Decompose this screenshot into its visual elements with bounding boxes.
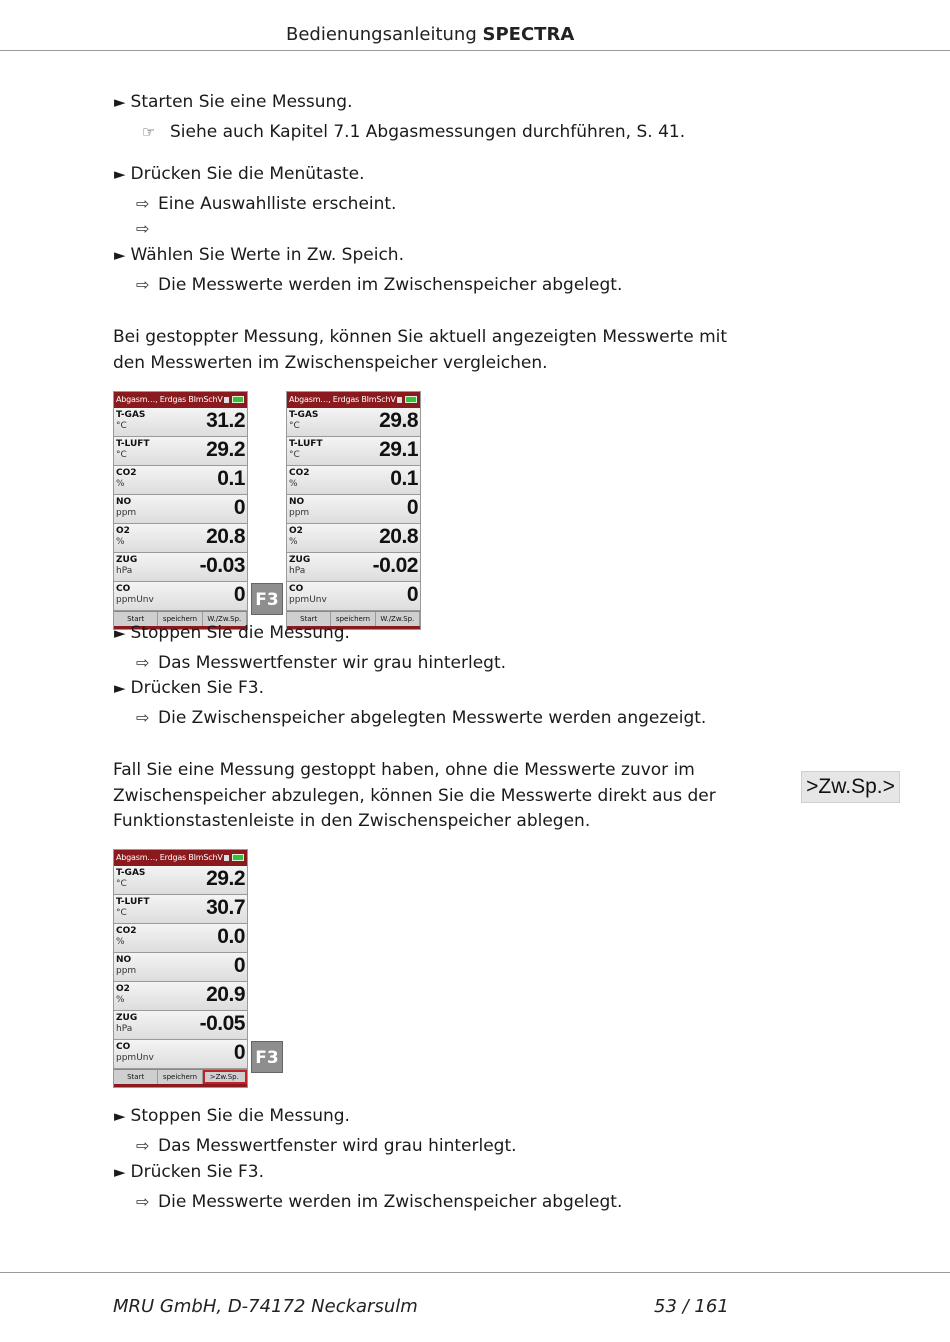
screen-header bbox=[114, 850, 247, 866]
measurement-row bbox=[114, 895, 247, 924]
header-title-prefix: Bedienungsanleitung bbox=[286, 24, 477, 45]
measurement-value: 20.8 bbox=[206, 525, 245, 548]
result-line bbox=[136, 275, 622, 295]
measurement-value: 20.8 bbox=[379, 525, 418, 548]
screen-bottom-bar bbox=[114, 1084, 247, 1087]
result-line bbox=[136, 1192, 622, 1212]
header-title bbox=[286, 24, 574, 45]
arrow-right-icon: ⇨ bbox=[136, 219, 150, 238]
header-title-product: SPECTRA bbox=[482, 24, 575, 45]
step-text: Drücken Sie die Menütaste. bbox=[130, 164, 365, 184]
step-text: Starten Sie eine Messung. bbox=[130, 92, 353, 112]
measurement-value: 0.0 bbox=[217, 925, 245, 948]
measurement-unit: °C bbox=[289, 421, 300, 431]
function-key-label: >Zw.Sp.> bbox=[801, 771, 900, 803]
softkey-3[interactable]: W./Zw.Sp. bbox=[203, 612, 247, 626]
measurement-row bbox=[114, 1040, 247, 1069]
triangle-right-icon: ► bbox=[114, 165, 126, 183]
softkey-2[interactable]: speichern bbox=[158, 612, 202, 626]
measurement-unit: % bbox=[289, 479, 298, 489]
softkey-1[interactable]: Start bbox=[114, 1070, 158, 1084]
measurement-label: CO2 bbox=[116, 468, 137, 478]
step-text: Stoppen Sie die Messung. bbox=[130, 623, 350, 643]
arrow-right-icon: ⇨ bbox=[136, 194, 150, 213]
measurement-label: O2 bbox=[289, 526, 303, 536]
screen-header bbox=[287, 392, 420, 408]
note-text: Siehe auch Kapitel 7.1 Abgasmessungen durchführen, S. 41. bbox=[170, 122, 686, 142]
measurement-label: CO2 bbox=[289, 468, 310, 478]
footer-divider bbox=[0, 1272, 950, 1273]
measurement-row bbox=[114, 495, 247, 524]
measurement-value: 0 bbox=[233, 954, 245, 977]
measurement-unit: °C bbox=[116, 879, 127, 889]
note-line bbox=[142, 122, 685, 142]
measurement-unit: % bbox=[116, 937, 125, 947]
triangle-right-icon: ► bbox=[114, 93, 126, 111]
measurement-unit: % bbox=[116, 479, 125, 489]
measurement-unit: % bbox=[289, 537, 298, 547]
measurement-label: T-GAS bbox=[289, 410, 319, 420]
paragraph: Fall Sie eine Messung gestoppt haben, ohne die Messwerte zuvor im Zwischenspeicher abzulegen, können Sie die Messwerte direkt aus der Funktionstastenleiste in den Zwischenspeicher ablegen. bbox=[113, 760, 716, 831]
measurement-row bbox=[114, 408, 247, 437]
measurement-label: NO bbox=[116, 955, 132, 965]
screen-header-title: Abgasm…, Erdgas BImSchV bbox=[116, 853, 223, 862]
arrow-right-icon: ⇨ bbox=[136, 1192, 150, 1211]
measurement-row bbox=[287, 408, 420, 437]
triangle-right-icon: ► bbox=[114, 246, 126, 264]
measurement-value: -0.05 bbox=[199, 1012, 245, 1035]
measurement-label: ZUG bbox=[116, 1013, 138, 1023]
measurement-value: 31.2 bbox=[206, 409, 245, 432]
softkey-1[interactable]: Start bbox=[287, 612, 331, 626]
measurement-value: -0.03 bbox=[199, 554, 245, 577]
measurement-value: 29.8 bbox=[379, 409, 418, 432]
measurement-value: 0.1 bbox=[217, 467, 245, 490]
instruction-step bbox=[114, 1106, 350, 1126]
instruction-step bbox=[114, 1162, 264, 1182]
measurement-unit: hPa bbox=[116, 566, 133, 576]
step-text: Wählen Sie Werte in Zw. Speich. bbox=[130, 245, 404, 265]
measurement-unit: ppm bbox=[289, 508, 310, 518]
paragraph: Bei gestoppter Messung, können Sie aktuell angezeigten Messwerte mit den Messwerten im Zwischenspeicher vergleichen. bbox=[113, 327, 728, 373]
step-text: Drücken Sie F3. bbox=[130, 678, 264, 698]
measurement-row bbox=[114, 437, 247, 466]
measurement-label: ZUG bbox=[116, 555, 138, 565]
measurement-value: 0 bbox=[233, 1041, 245, 1064]
triangle-right-icon: ► bbox=[114, 679, 126, 697]
measurement-label: O2 bbox=[116, 526, 130, 536]
measurement-value: 29.2 bbox=[206, 867, 245, 890]
measurement-unit: % bbox=[116, 995, 125, 1005]
arrow-right-icon: ⇨ bbox=[136, 653, 150, 672]
measurement-label: CO bbox=[116, 1042, 131, 1052]
measurement-row bbox=[287, 582, 420, 611]
instruction-step bbox=[114, 164, 365, 184]
measurement-unit: % bbox=[116, 537, 125, 547]
softkey-3[interactable]: W./Zw.Sp. bbox=[376, 612, 420, 626]
measurement-label: NO bbox=[116, 497, 132, 507]
lock-icon bbox=[224, 397, 229, 403]
result-text: Das Messwertfenster wird grau hinterlegt. bbox=[158, 1136, 517, 1156]
measurement-row bbox=[114, 466, 247, 495]
measurement-row bbox=[114, 582, 247, 611]
instruction-step bbox=[114, 678, 264, 698]
step-text: Stoppen Sie die Messung. bbox=[130, 1106, 350, 1126]
result-text: Das Messwertfenster wir grau hinterlegt. bbox=[158, 653, 507, 673]
softkey-2[interactable]: speichern bbox=[331, 612, 375, 626]
footer-company: MRU GmbH, D-74172 Neckarsulm bbox=[113, 1296, 418, 1317]
step-text: Drücken Sie F3. bbox=[130, 1162, 264, 1182]
measurement-label: CO2 bbox=[116, 926, 137, 936]
measurement-label: T-LUFT bbox=[116, 439, 150, 449]
measurement-label: NO bbox=[289, 497, 305, 507]
measurement-label: CO bbox=[116, 584, 131, 594]
arrow-right-icon: ⇨ bbox=[136, 708, 150, 727]
result-line bbox=[136, 1136, 517, 1156]
triangle-right-icon: ► bbox=[114, 1163, 126, 1181]
instruction-step bbox=[114, 623, 350, 643]
result-line bbox=[136, 653, 506, 673]
arrow-right-icon: ⇨ bbox=[136, 275, 150, 294]
result-line-empty bbox=[136, 219, 158, 239]
measurement-unit: °C bbox=[116, 450, 127, 460]
measurement-unit: ppmUnv bbox=[289, 595, 327, 605]
measurement-label: T-LUFT bbox=[289, 439, 323, 449]
measurement-value: 29.2 bbox=[206, 438, 245, 461]
pointing-hand-icon: ☞ bbox=[142, 123, 156, 141]
f3-key-icon: F3 bbox=[251, 1041, 283, 1073]
measurement-label: T-GAS bbox=[116, 410, 146, 420]
measurement-row bbox=[114, 924, 247, 953]
battery-icon bbox=[232, 854, 244, 861]
measurement-label: O2 bbox=[116, 984, 130, 994]
result-text: Die Zwischenspeicher abgelegten Messwerte werden angezeigt. bbox=[158, 708, 707, 728]
instruction-step bbox=[114, 92, 353, 112]
measurement-unit: hPa bbox=[289, 566, 306, 576]
page-header bbox=[0, 22, 950, 51]
measurement-row bbox=[114, 982, 247, 1011]
softkey-bar bbox=[114, 1069, 247, 1084]
result-line bbox=[136, 708, 706, 728]
measurement-label: T-LUFT bbox=[116, 897, 150, 907]
softkey-2[interactable]: speichern bbox=[158, 1070, 202, 1084]
measurement-value: 29.1 bbox=[379, 438, 418, 461]
measurement-value: -0.02 bbox=[372, 554, 418, 577]
measurement-value: 20.9 bbox=[206, 983, 245, 1006]
triangle-right-icon: ► bbox=[114, 1107, 126, 1125]
measurement-value: 0 bbox=[233, 496, 245, 519]
screen-header-title: Abgasm…, Erdgas BImSchV bbox=[116, 395, 223, 404]
result-text: Die Messwerte werden im Zwischenspeicher abgelegt. bbox=[158, 1192, 623, 1212]
measurement-value: 30.7 bbox=[206, 896, 245, 919]
measurement-row bbox=[114, 866, 247, 895]
battery-icon bbox=[405, 396, 417, 403]
measurement-row bbox=[287, 524, 420, 553]
measurement-label: ZUG bbox=[289, 555, 311, 565]
f3-key-icon: F3 bbox=[251, 583, 283, 615]
softkey-3[interactable]: >Zw.Sp. bbox=[203, 1070, 247, 1084]
measurement-row bbox=[114, 524, 247, 553]
measurement-row bbox=[114, 1011, 247, 1040]
measurement-value: 0 bbox=[406, 583, 418, 606]
screen-header bbox=[114, 392, 247, 408]
arrow-right-icon: ⇨ bbox=[136, 1136, 150, 1155]
measurement-row bbox=[114, 553, 247, 582]
measurement-unit: °C bbox=[116, 908, 127, 918]
measurement-value: 0 bbox=[233, 583, 245, 606]
measurement-unit: °C bbox=[289, 450, 300, 460]
measurement-unit: ppm bbox=[116, 508, 137, 518]
measurement-row bbox=[287, 553, 420, 582]
measurement-row bbox=[287, 466, 420, 495]
measurement-value: 0.1 bbox=[390, 467, 418, 490]
measurement-unit: ppm bbox=[116, 966, 137, 976]
measurement-label: T-GAS bbox=[116, 868, 146, 878]
result-text: Die Messwerte werden im Zwischenspeicher abgelegt. bbox=[158, 275, 623, 295]
softkey-1[interactable]: Start bbox=[114, 612, 158, 626]
lock-icon bbox=[224, 855, 229, 861]
result-line bbox=[136, 194, 396, 214]
device-screen-current bbox=[113, 391, 248, 630]
device-screen-stored bbox=[286, 391, 421, 630]
measurement-row bbox=[287, 437, 420, 466]
lock-icon bbox=[397, 397, 402, 403]
battery-icon bbox=[232, 396, 244, 403]
measurement-row bbox=[114, 953, 247, 982]
screen-header-title: Abgasm…, Erdgas BImSchV bbox=[289, 395, 396, 404]
measurement-value: 0 bbox=[406, 496, 418, 519]
measurement-unit: ppmUnv bbox=[116, 595, 154, 605]
instruction-step bbox=[114, 245, 404, 265]
triangle-right-icon: ► bbox=[114, 624, 126, 642]
measurement-row bbox=[287, 495, 420, 524]
result-text: Eine Auswahlliste erscheint. bbox=[158, 194, 397, 214]
footer-page-number: 53 / 161 bbox=[654, 1296, 729, 1317]
device-screen-fkey bbox=[113, 849, 248, 1088]
measurement-unit: ppmUnv bbox=[116, 1053, 154, 1063]
measurement-label: CO bbox=[289, 584, 304, 594]
measurement-unit: °C bbox=[116, 421, 127, 431]
measurement-unit: hPa bbox=[116, 1024, 133, 1034]
